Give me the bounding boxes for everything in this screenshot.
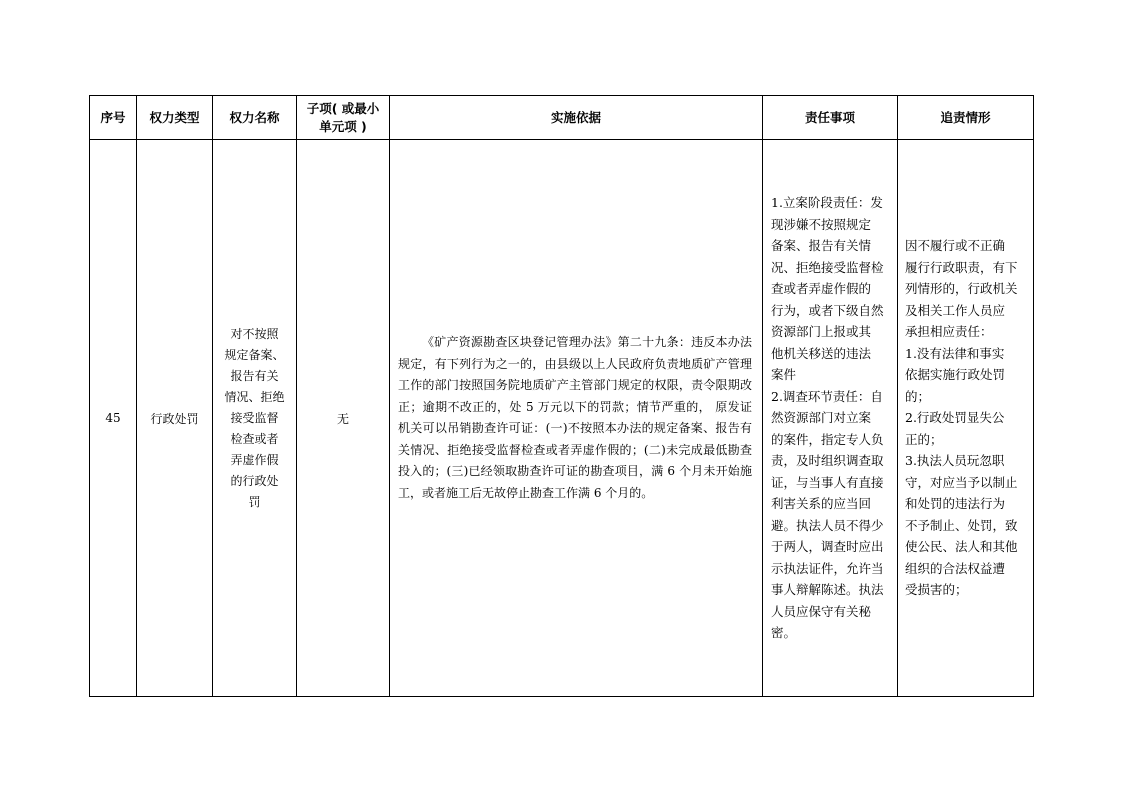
accountability-line: 守，对应当予以制止 <box>905 474 1018 490</box>
responsibility-line: 他机关移送的违法 <box>771 345 872 361</box>
header-sub-item <box>297 96 390 140</box>
header-power-type: 权力类型 <box>137 96 213 140</box>
header-sub-item-line-2: 单元项 ) <box>319 118 367 134</box>
accountability-line: 受损害的； <box>905 582 968 598</box>
power-name-line: 检查或者 <box>230 431 279 446</box>
table-header-row <box>90 96 1034 140</box>
power-name-lines <box>223 324 286 513</box>
accountability-line: 承担相应责任： <box>905 324 993 340</box>
accountability-line: 不予制止、处罚，致 <box>905 517 1018 533</box>
header-sub-item-line-1: 子项( 或最小 <box>306 100 380 116</box>
responsibility-line: 1.立案阶段责任：发 <box>771 195 883 211</box>
responsibility-line: 2.调查环节责任：自 <box>771 388 883 404</box>
power-name-line: 情况、拒绝 <box>224 389 285 404</box>
responsibility-lines <box>771 192 892 644</box>
accountability-line: 1.没有法律和事实 <box>905 345 1005 361</box>
power-name-line: 接受监督 <box>230 410 279 425</box>
accountability-line: 履行行政职责，有下 <box>905 259 1018 275</box>
responsibility-line: 事人辩解陈述。执法 <box>771 582 884 598</box>
power-name-line: 报告有关 <box>230 368 279 383</box>
responsibility-line: 然资源部门对立案 <box>771 410 872 426</box>
accountability-line: 列情形的，行政机关 <box>905 281 1018 297</box>
responsibility-line: 备案、报告有关情 <box>771 238 872 254</box>
responsibility-line: 查或者弄虚作假的 <box>771 281 872 297</box>
responsibility-line: 行为，或者下级自然 <box>771 302 884 318</box>
power-name-line: 罚 <box>248 494 261 509</box>
accountability-line: 及相关工作人员应 <box>905 302 1006 318</box>
accountability-line: 的； <box>905 388 931 404</box>
responsibility-line: 案件 <box>771 367 797 383</box>
accountability-line: 2.行政处罚显失公 <box>905 410 1005 426</box>
power-name-line: 弄虚作假 <box>230 452 279 467</box>
responsibility-line: 现涉嫌不按照规定 <box>771 216 872 232</box>
power-name-line: 对不按照 <box>230 326 279 341</box>
responsibility-line: 示执法证件，允许当 <box>771 560 884 576</box>
accountability-line: 依据实施行政处罚 <box>905 367 1006 383</box>
cell-power-name <box>213 140 297 697</box>
header-responsibility: 责任事项 <box>763 96 898 140</box>
cell-power-type: 行政处罚 <box>137 140 213 697</box>
responsibility-line: 证，与当事人有直接 <box>771 474 884 490</box>
header-seq: 序号 <box>90 96 137 140</box>
power-list-table <box>89 95 1034 697</box>
accountability-line: 和处罚的违法行为 <box>905 496 1006 512</box>
table-row <box>90 140 1034 697</box>
responsibility-line: 责，及时组织调查取 <box>771 453 884 469</box>
responsibility-line: 人员应保守有关秘 <box>771 603 872 619</box>
responsibility-line: 于两人，调查时应出 <box>771 539 884 555</box>
header-basis: 实施依据 <box>390 96 763 140</box>
cell-sub-item: 无 <box>297 140 390 697</box>
accountability-line: 因不履行或不正确 <box>905 238 1006 254</box>
accountability-line: 组织的合法权益遭 <box>905 560 1006 576</box>
cell-accountability <box>898 140 1034 697</box>
responsibility-line: 况、拒绝接受监督检 <box>771 259 884 275</box>
responsibility-line: 避。执法人员不得少 <box>771 517 884 533</box>
responsibility-line: 资源部门上报或其 <box>771 324 872 340</box>
responsibility-line: 密。 <box>771 625 797 641</box>
responsibility-line: 的案件，指定专人负 <box>771 431 884 447</box>
cell-basis: 《矿产资源勘查区块登记管理办法》第二十九条：违反本办法规定，有下列行为之一的，由县级以上人民政府负责地质矿产管理工作的部门按照国务院地质矿产主管部门规定的权限，责令限期改正；逾期不改正的，处 5 万元以下的罚款；情节严重的， 原发证机关可以吊销勘查许可证：(一)不按照本办法的规定备案、报告有关情况、拒绝接受监督检查或者弄虚作假的；(二)未完成最低勘查投入的；(三)已经领取勘查许可证的勘查项目，满 6 个月未开始施工，或者施工后无故停止勘查工作满 6 个月的。 <box>390 140 763 697</box>
header-accountability: 追责情形 <box>898 96 1034 140</box>
cell-seq: 45 <box>90 140 137 697</box>
header-power-name: 权力名称 <box>213 96 297 140</box>
responsibility-line: 利害关系的应当回 <box>771 496 872 512</box>
accountability-line: 正的； <box>905 431 943 447</box>
accountability-lines <box>905 235 1029 601</box>
power-name-line: 规定备案、 <box>224 347 285 362</box>
accountability-line: 使公民、法人和其他 <box>905 539 1018 555</box>
power-name-line: 的行政处 <box>230 473 279 488</box>
accountability-line: 3.执法人员玩忽职 <box>905 453 1005 469</box>
cell-responsibility <box>763 140 898 697</box>
